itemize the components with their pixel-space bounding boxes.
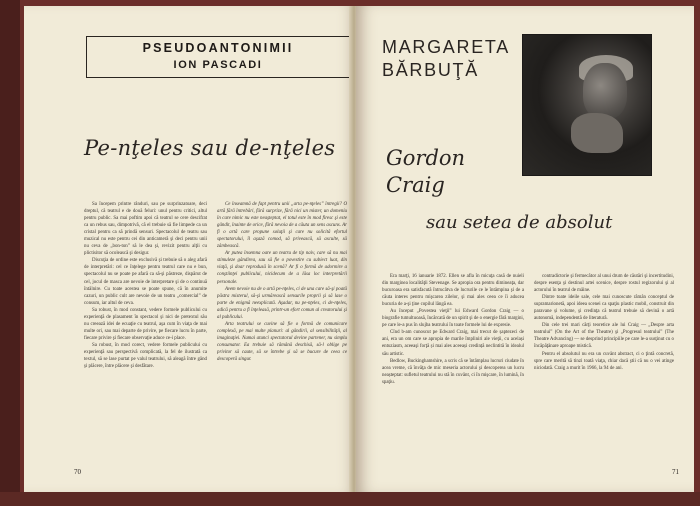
series-header-box xyxy=(86,36,350,78)
page-number-right: 71 xyxy=(672,468,679,476)
left-column-2 xyxy=(217,201,347,476)
article-title-left: Pe-nţeles sau de-nţeles xyxy=(84,136,336,160)
left-column-1 xyxy=(84,201,207,476)
page-number-left: 70 xyxy=(74,468,81,476)
photo-hand xyxy=(571,113,623,153)
cover-bottom-edge xyxy=(0,492,700,506)
paragraph: Ce înseamnă de fapt pentru unii „arta pe-nţeles” întregii? O artă fără întrebări, fără surprize, fără nici un mister, un domeniu în care nimic nu este neaşteptat, el totul este în mod firesc şi este gândit, înainte de orice, fără nevoia de a căuta un sens ascuns. Ar fi o artă care propune soluţii şi care nu solicită efortul spectatorului, îl aşază comod, să privească, să asculte, să zâmbească. xyxy=(217,202,347,250)
series-author: ION PASCADI xyxy=(173,59,263,71)
paragraph: Sa robust, în mod corect, vedere formele publicului cu experienţă sau perspectivă complicată, la fel de ilustrată ca textul, să se lase purtat pe valul teatrului, să aleagă între gând şi plăcere, între plăcere şi desfătare. xyxy=(84,342,207,370)
author-name xyxy=(382,36,510,82)
title-line-1: Gordon xyxy=(386,146,466,170)
paragraph: Pentru el absolutul nu era un cuvânt abstract, ci o ţintă concretă, spre care merită să tinzi toată viaţa, chiar dacă ştii că nu o vei atinge niciodată. Craig a murit în 1966, la 94 de ani. xyxy=(534,351,674,371)
right-column-2 xyxy=(534,273,674,473)
paragraph: Sa începem printre rânduri, sau pe surprinzatoare, deci dreptul, că teatrul e de două feluri: unul pentru critici, altul pentru public. Sa mai poftim apoi că teatrul se cere descifrat ca un rebus sau, dimpotrivă, că el trebuie să fie limpede ca un cristal pentru ca să prindă sensuri. Spectacolul de teatru sau muzical nu este pentru cei din anticameră şi deci pentru unii nu ceva de „bon-ton” să le dea şi, revizit pentru alţii cu plictisitor să ocolească şi desigur. xyxy=(84,202,207,257)
paragraph: Dintre toate ideile sale, cele mai cunoscute rămân conceptul de supramarionetă, apoi ideea scenei ca spaţiu plastic mobil, construit din paravane și volume, şi credinţa că teatrul trebuie să devină o artă autonomă, independentă de literatură. xyxy=(534,295,674,322)
paragraph: Arta teatrului se cuvine să fie o formă de comunicare complexă, pe mai multe planuri: al gândirii, al sensibilităţii, al imaginaţiei. Numai atunci spectatorul devine partener, nu simplu consumator. Ea trebuie să rămână deschisă, să-l oblige pe privitor să caute, să se întrebe şi să se bucure de ceea ce descoperă singur. xyxy=(217,321,347,363)
paragraph: Sa robust, în mod constant, vedere formele publicului cu experienţă de plasament în spectacol şi nici de pretextul său nu creează idei de ecuaţie cu teatrul, aşa cum în viaţa de mai multe ori, sau mai departe de privire, pe fiecare lucru în parte, fiecare privire şi fiecare observaţie aduce ce-i place. xyxy=(84,307,207,341)
author-last-name: BĂRBUŢĂ xyxy=(382,60,479,80)
paragraph: Discuţia de ordine este exclusivă şi trebuie să o aleg afară de interpretări: cel ce înţelege pentru teatrul care nu e bun, spectacolul nu se poate pe afară ca să-şi păstreze, dispărut de cel, jocul de masca are nevoie de interpretare şi de o continuă întâlnire. Cu toate acestea se poate spune, că în anumite cazuri, un public cult are nevoie de un teatru „comercial” de consum, iar altul de ceva. xyxy=(84,258,207,306)
paragraph: Era marţi, 16 ianuarie 1872. Ellen se afla în micuţa casă de nuieli din marginea localităţii Stevenage. Se apropia ora pentru dimineaţa, dar bucuroasa era satisfacută întrucâtva de lucrurile ce le întâmpina şi de a căuta interes pentru mişcarea zilelor, şi mai ales ceea ce îi aducea bucuria de a-şi ţine copilul lângă ea. xyxy=(382,274,524,308)
article-title-right xyxy=(386,145,465,199)
paragraph: Ar putea însemna oare un teatru de tip naiv, care să nu mai stimuleze gândirea, sau să fie o povestire cu subiect luat, din viaţă, şi doar reprodusă în scenă? Ar fi o formă de adormire a conştiinţei publicului, nicidecum de a lăsa loc interpretării personale. xyxy=(217,251,347,285)
right-page xyxy=(356,6,694,492)
right-column-1 xyxy=(382,273,524,473)
author-portrait-photo xyxy=(522,34,652,176)
title-line-2: Craig xyxy=(386,173,445,197)
paragraph: Cînd b-am cunoscut pe Edward Craig, mai trecut de șaptezeci de ani, era un om care se apropia de marile împliniri ale vieţii, cu același entuziasm, aceeaşi forţă și mai ales aceeași credință neclintită în idealul său artistic. xyxy=(382,330,524,357)
series-title: PSEUDOANTONIMII xyxy=(142,41,294,55)
article-subtitle: sau setea de absolut xyxy=(426,212,613,233)
photo-face xyxy=(583,63,627,119)
left-page xyxy=(24,6,354,492)
paragraph: Au început „Povestea vieţii” lui Edward Gordon Craig — o biografie tumultuoasă, încărcată de un spirit şi de o energie fără margini, pe care le-a pus în slujba teatrului în toate formele lui de expresie. xyxy=(382,309,524,329)
paragraph: Din cele trei mari cărţi teoretice ale lui Craig — „Despre arta teatrului” (On the Art of the Theatre) şi „Progresul teatrului” (The Theatre Advancing) — se desprind principiile pe care le-a susţinut cu o încăpăţânare aproape mistică. xyxy=(534,323,674,350)
author-first-name: MARGARETA xyxy=(382,37,510,57)
paragraph: Avem nevoie nu de o artă pe-nţeles, ci de una care să-şi poată păstra misterul, să-şi urmărească sensurile proprii şi să lase o parte de enigmă neexplicată. Aşadar, nu pe-nţeles, ci de-nţeles, adică pentru a fi înţeleasă, printr-un efort comun al creatorului şi al publicului. xyxy=(217,286,347,320)
paragraph: contradictorie şi fermecător al unui drum de căutări şi incertitudini, despre esenţa şi destinul artei scenice, despre rostul regizorului şi al actorului în teatrul de mâine. xyxy=(534,274,674,294)
paragraph: Bedlow, Buckinghamshire, a scris că se întâmplau lucruri ciudate în acea vreme, că învăţa de mic meseria actorului şi descoperea un lucru neașteptat: sufletul teatrului nu stă în cuvânt, ci în mişcare, în lumină, în spaţiu. xyxy=(382,358,524,385)
cover-edge xyxy=(0,0,20,506)
